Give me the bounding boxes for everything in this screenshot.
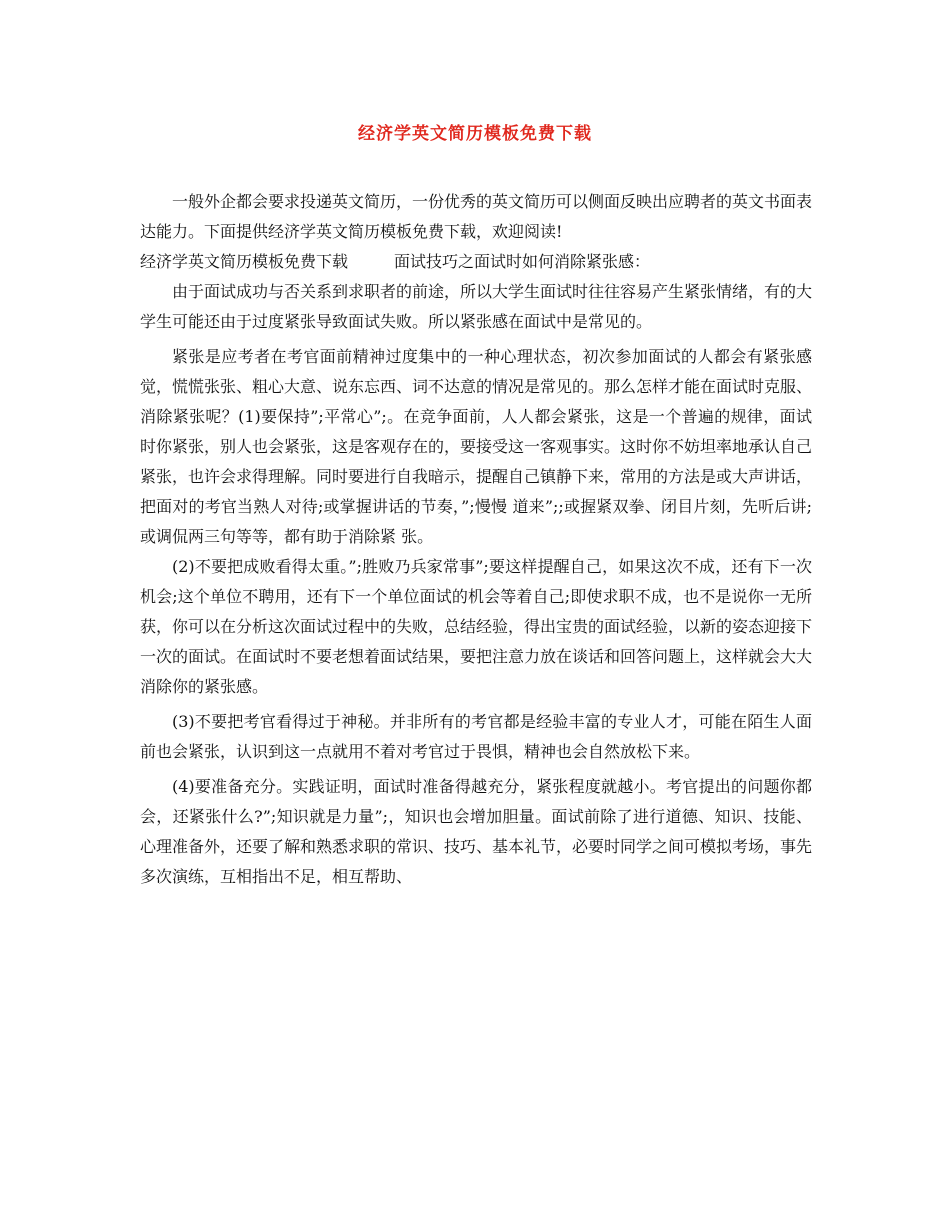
document-title: 经济学英文简历模板免费下载	[358, 124, 592, 144]
subheading-left: 经济学英文简历模板免费下载	[140, 252, 349, 271]
body-paragraph-1: 由于面试成功与否关系到求职者的前途，所以大学生面试时往往容易产生紧张情绪，有的大学生可能还由于过度紧张导致面试失败。所以紧张感在面试中是常见的。	[140, 282, 813, 331]
subheading-right: 面试技巧之面试时如何消除紧张感：	[394, 252, 651, 271]
intro-paragraph: 一般外企都会要求投递英文简历，一份优秀的英文简历可以侧面反映出应聘者的英文书面表达能力。下面提供经济学英文简历模板免费下载，欢迎阅读!	[140, 192, 813, 241]
body-paragraph-5: (4)要准备充分。实践证明，面试时准备得越充分，紧张程度就越小。考官提出的问题你都会，还紧张什么?”;知识就是力量”;，知识也会增加胆量。面试前除了进行道德、知识、技能、心理准备外，还要了解和熟悉求职的常识、技巧、基本礼节，必要时同学之间可模拟考场，事先多次演练，互相指出不足，相互帮助、	[140, 777, 813, 886]
document-body	[140, 187, 812, 892]
subheading-line	[140, 247, 812, 277]
body-paragraph-3: (2)不要把成败看得太重。”;胜败乃兵家常事”;要这样提醒自己，如果这次不成，还有下一次机会;这个单位不聘用，还有下一个单位面试的机会等着自己;即使求职不成，也不是说你一无所获，你可以在分析这次面试过程中的失败，总结经验，得出宝贵的面试经验，以新的姿态迎接下一次的面试。在面试时不要老想着面试结果，要把注意力放在谈话和回答问题上，这样就会大大消除你的紧张感。	[140, 557, 813, 696]
body-paragraph-2: 紧张是应考者在考官面前精神过度集中的一种心理状态，初次参加面试的人都会有紧张感觉，慌慌张张、粗心大意、说东忘西、词不达意的情况是常见的。那么怎样才能在面试时克服、消除紧张呢？(1)要保持”;平常心”;。在竞争面前，人人都会紧张，这是一个普遍的规律，面试时你紧张，别人也会紧张，这是客观存在的，要接受这一客观事实。这时你不妨坦率地承认自己紧张，也许会求得理解。同时要进行自我暗示，提醒自己镇静下来，常用的方法是或大声讲话，把面对的考官当熟人对待;或掌握讲话的节奏，”;慢慢 道来”;;或握紧双拳、闭目片刻，先听后讲;或调侃两三句等等，都有助于消除紧 张。	[140, 347, 813, 546]
body-paragraph-4: (3)不要把考官看得过于神秘。并非所有的考官都是经验丰富的专业人才，可能在陌生人面前也会紧张，认识到这一点就用不着对考官过于畏惧，精神也会自然放松下来。	[140, 712, 812, 761]
